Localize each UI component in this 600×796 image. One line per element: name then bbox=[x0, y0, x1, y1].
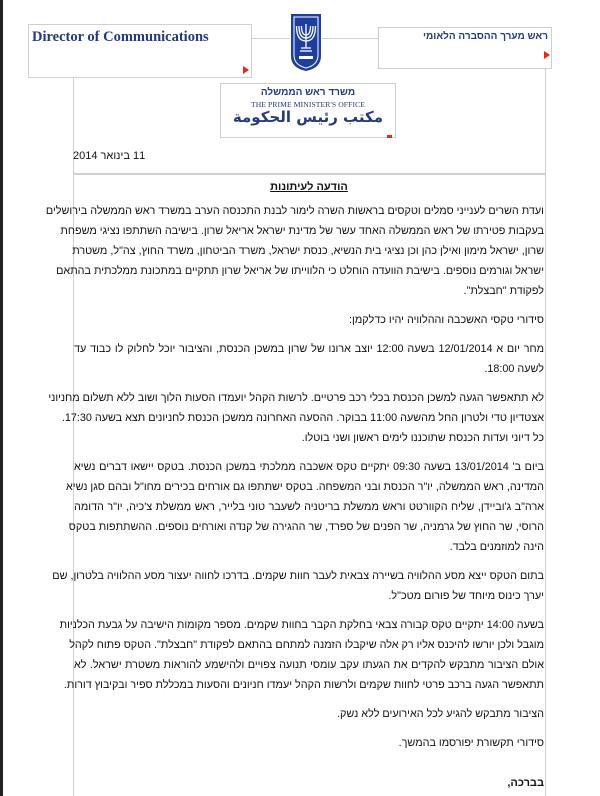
paragraph bbox=[74, 312, 544, 332]
text-line: תתאפשר הגעה ברכב פרטי לחוות שקמים ולרשות הקהל יעמדו חניונים והסעות במכללת ספיר ובקיבוץ דורות. bbox=[63, 679, 544, 691]
text-line: מחר יום א 12/01/2014 בשעה 12:00 יוצב ארונו של שרון במשכן הכנסת, והציבור יוכל לחלוק לו כבוד עד bbox=[74, 343, 544, 355]
divider bbox=[322, 38, 378, 39]
divider bbox=[250, 38, 290, 39]
document-body bbox=[45, 203, 545, 764]
office-name-en: THE PRIME MINISTER'S OFFICE bbox=[251, 100, 365, 109]
text-line: הרוסי, שר החוץ של גרמניה, שר הפנים של ספרד, שר ההגירה של קנדה ואורחים נוספים. ההשתתפות בטקס bbox=[68, 521, 544, 533]
text-line: הציבור מתבקש להגיע לכל האירועים ללא נשק. bbox=[337, 708, 544, 720]
text-line: לשעה 18:00. bbox=[484, 363, 544, 375]
text-line: ועדת השרים לענייני סמלים וטקסים בראשות השרה לימור לבנת התכנסה הערב במשרד ראש הממשלה בירושלים bbox=[45, 205, 544, 217]
paragraph bbox=[74, 341, 544, 381]
page-edge bbox=[0, 0, 3, 796]
office-name-ar: مكتب رئيس الحكومة bbox=[232, 108, 384, 126]
right-margin-line bbox=[545, 67, 546, 796]
document-title: הודעה לעיתונות bbox=[270, 181, 348, 193]
office-name-he: משרד ראש הממשלה bbox=[260, 87, 356, 98]
text-line: סידורי תקשורת יפורסמו בהמשך. bbox=[398, 737, 544, 749]
text-line: אצטדיון טדי ולטרון החל מהשעה 11:00 בבוקר. ההסעה האחרונה ממשכן הכנסת לחניונים תצא בשעה 17:30. bbox=[61, 412, 544, 424]
text-line: בשעה 14:00 יתקיים טקס קבורה צבאי בחלקת הקבר בחוות שקמים. מספר מקומות הישיבה על גבעת הכלניות bbox=[59, 619, 544, 631]
paragraph bbox=[48, 390, 544, 450]
text-line: הינה למוזמנים בלבד. bbox=[449, 541, 544, 553]
director-title-he: ראש מערך ההסברה הלאומי bbox=[423, 31, 548, 42]
paragraph bbox=[74, 735, 544, 755]
paragraph bbox=[59, 617, 544, 697]
closing-signature: בברכה, bbox=[507, 777, 544, 789]
text-line: מוגבל ולכן יורשו להיכנס אליו רק אלה שיקבלו הזמנה למתחם בהתאם לפקודת "חבצלת". הטקס פתוח לקהל bbox=[69, 639, 544, 651]
paragraph bbox=[45, 203, 544, 303]
text-line: ביום ב' 13/01/2014 בשעה 09:30 יתקיים טקס אשכבה ממלכתי במשכן הכנסת. בטקס יישאו דברים נשיא bbox=[74, 461, 545, 473]
marker-triangle-icon bbox=[243, 66, 249, 74]
marker-icon bbox=[387, 135, 392, 138]
text-line: יערך כינוס מיוחד של פורום מטכ"ל. bbox=[388, 590, 544, 602]
israel-emblem-icon bbox=[290, 12, 322, 72]
paragraph bbox=[74, 706, 544, 726]
text-line: לא תתאפשר הגעה למשכן הכנסת בכלי רכב פרטיים. לרשות הקהל יועמדו הסעות הלוך ושוב ללא תשלום מחניוני bbox=[48, 392, 544, 404]
text-line: כל דיוני ועדות הכנסת שתוכננו לימים ראשון ושני בוטלו. bbox=[301, 432, 544, 444]
text-line: שרון, ישראל מימון ואילן כהן וכן נציגי בית הנשיא, כנסת ישראל, משרד הביטחון, משרד החוץ, צה"ל, משטרת bbox=[72, 245, 544, 257]
director-en-box bbox=[28, 24, 252, 78]
text-line: אולם הציבור מתבקש להקדים את הגעתו עקב עומסי תנועה צפויים ולהישמע להוראות משטרת ישראל. לא bbox=[74, 659, 544, 671]
text-line: ישראל וגורמים נוספים. בישיבת הוועדה הוחלט כי הלווייתו של אריאל שרון תתקיים במתכונת ממלכתית בהתאם bbox=[56, 265, 544, 277]
paragraph bbox=[52, 568, 544, 608]
director-title-en: Director of Communications bbox=[32, 29, 209, 45]
text-line: לפקודת "חבצלת". bbox=[463, 285, 544, 297]
marker-triangle-icon bbox=[544, 51, 550, 59]
text-line: סידורי טקסי האשכבה וההלוויה יהיו כדלקמן: bbox=[349, 314, 544, 326]
text-line: בתום הטקס ייצא מסע ההלוויה בשיירה צבאית לעבר חוות שקמים. בדרכו לחווה יעצור מסע ההלוויה בלטרון, שם bbox=[52, 570, 544, 582]
prime-ministers-office-box bbox=[220, 83, 396, 138]
text-line: ארה"ב ג'וביידן, שליח הקוורטט וראש ממשלת בריטניה לשעבר טוני בלייר, ראש ממשלת צ'כיה, יו"ר הדומה bbox=[74, 501, 544, 513]
text-line: בעקבות פטירתו של ראש הממשלה האחד עשר של מדינת ישראל אריאל שרון. בישיבה השתתפו נציגי משפחת bbox=[60, 225, 544, 237]
header-divider bbox=[73, 173, 546, 175]
paragraph bbox=[65, 459, 545, 559]
text-line: המדינה, ראש הממשלה, יו"ר הכנסת ובני המשפחה. בטקס ישתתפו גם אורחים בכירים מחו"ל ובהם סגן נשיא bbox=[65, 481, 544, 493]
document-date: 11 בינואר 2014 bbox=[73, 150, 146, 162]
director-he-box bbox=[378, 27, 552, 69]
